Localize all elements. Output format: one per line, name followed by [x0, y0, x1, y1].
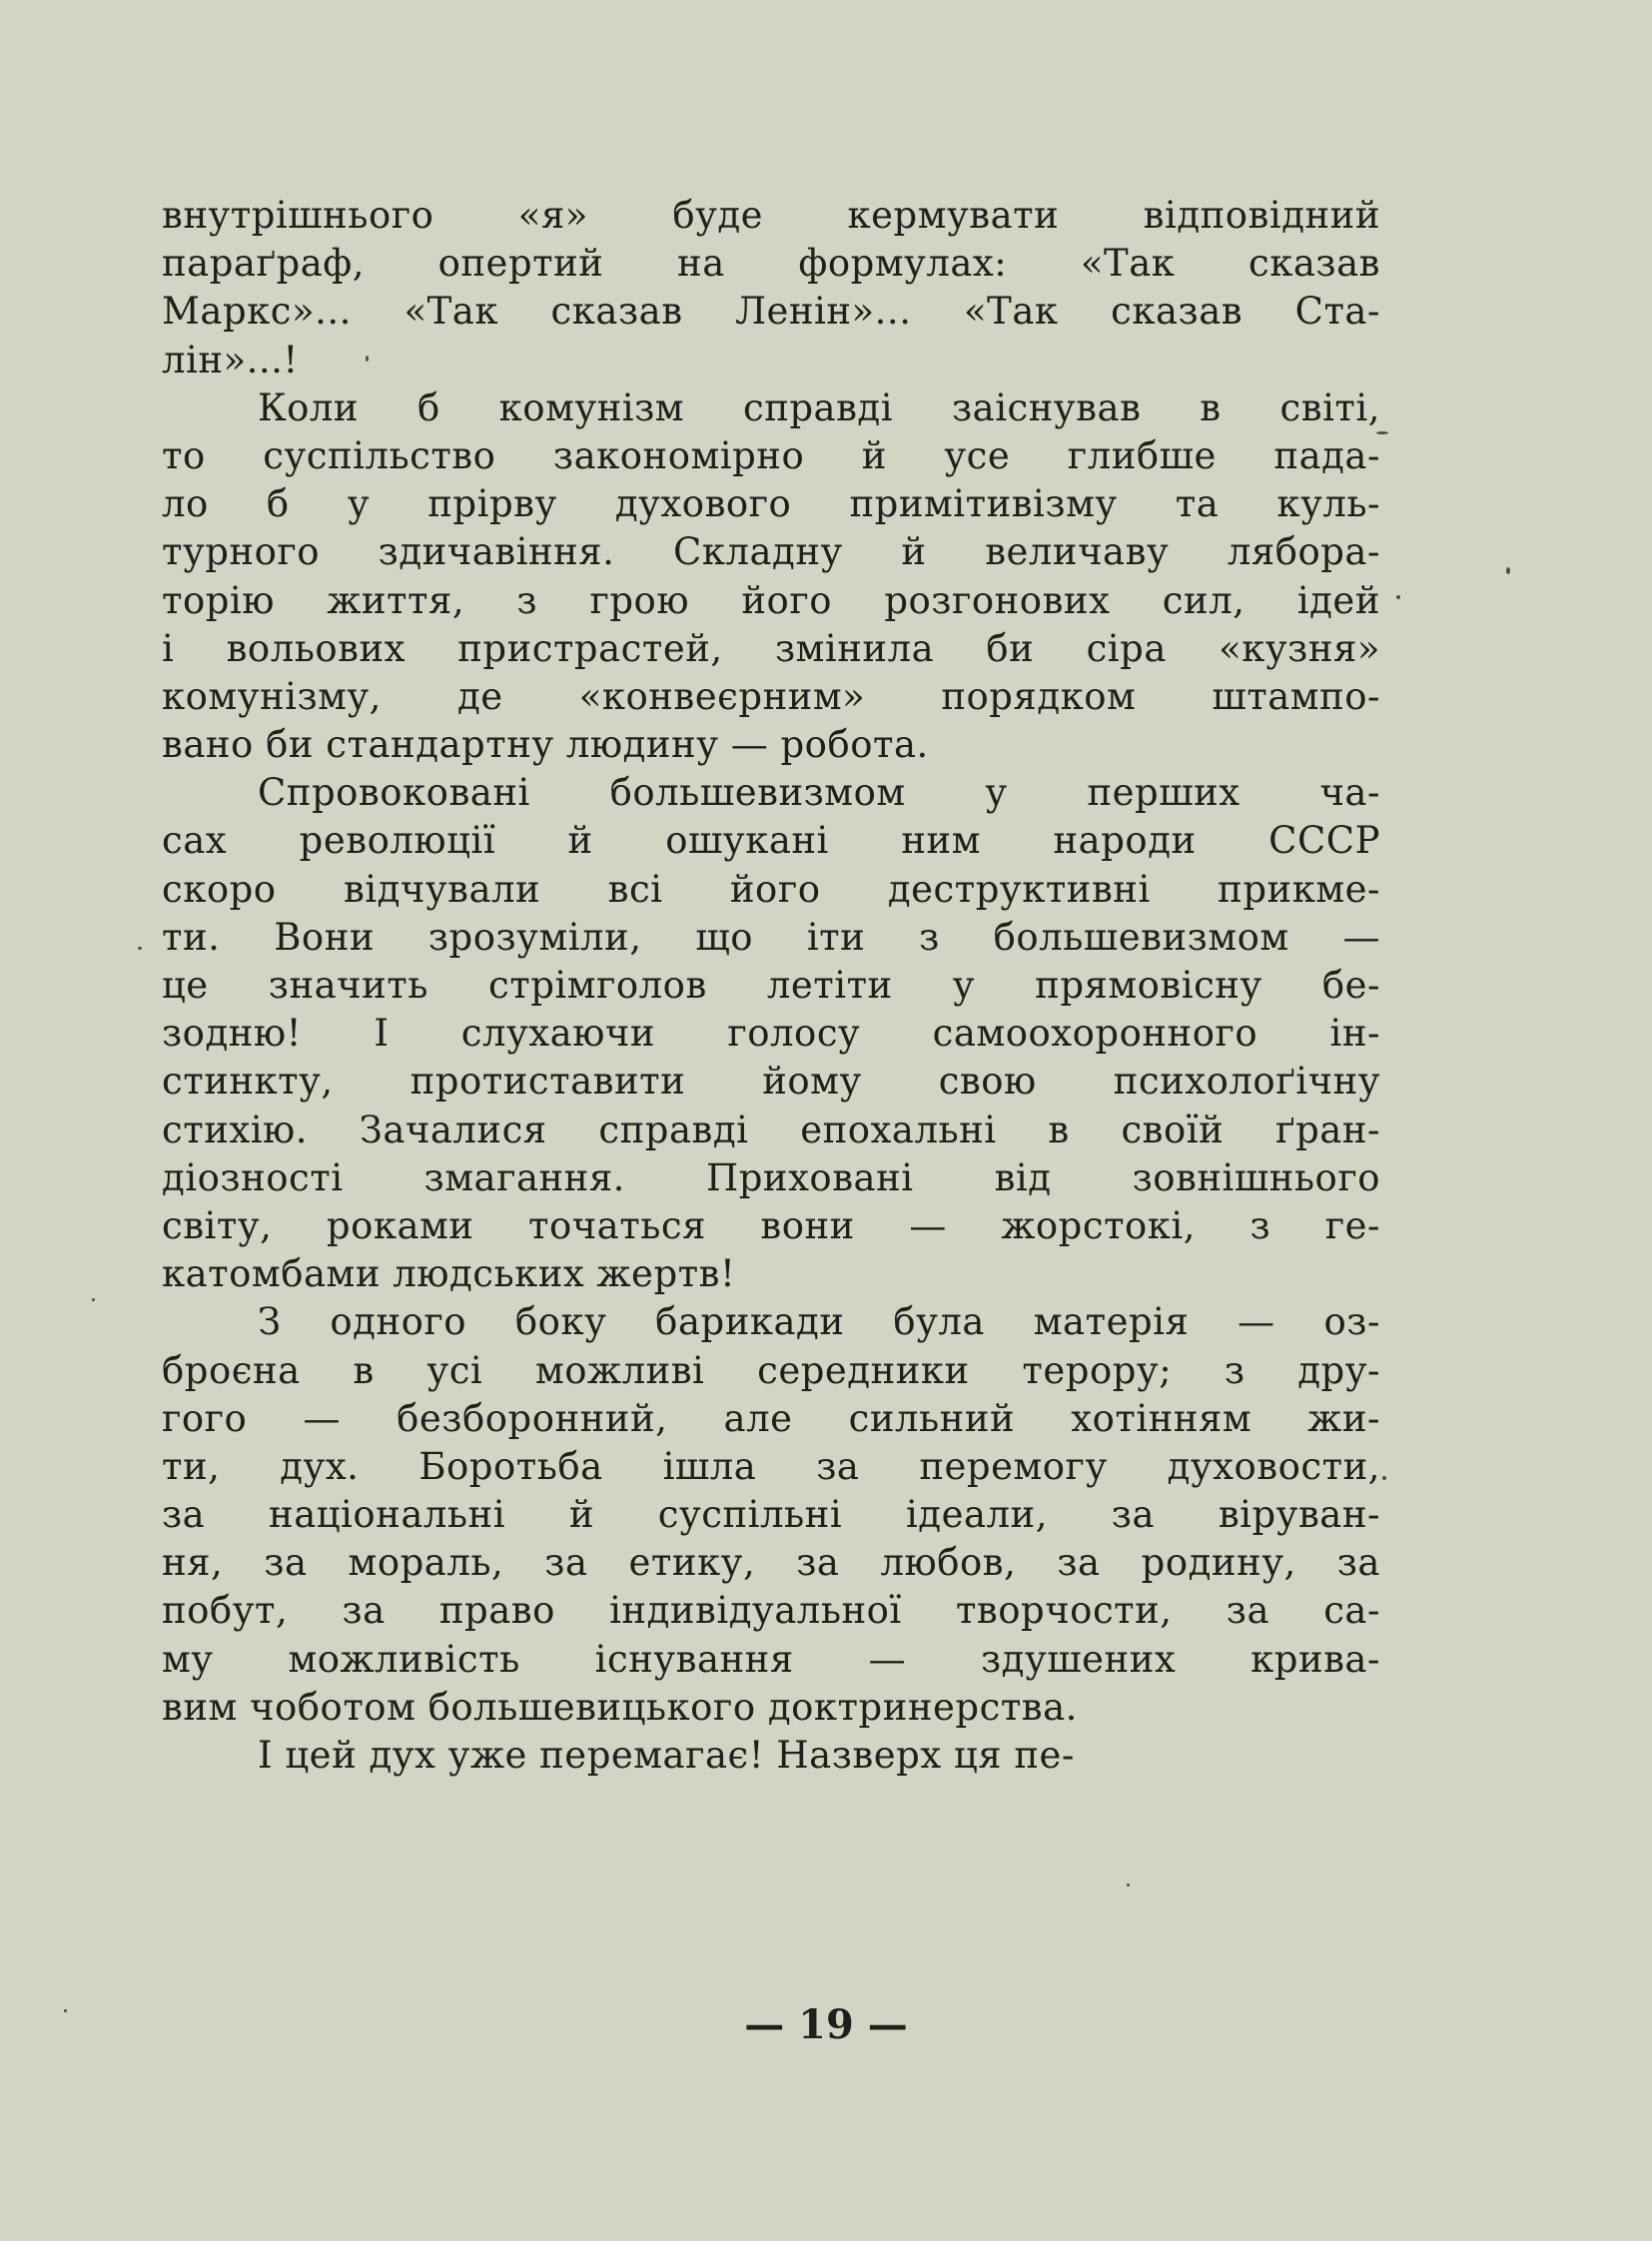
text-line: то суспільство закономірно й усе глибше пада-	[162, 433, 1380, 477]
text-line: турного здичавіння. Складну й величаву лябора-	[162, 530, 1380, 574]
text-line: ло б у прірву духового примітивізму та куль-	[162, 482, 1380, 526]
paper-speck	[1382, 1476, 1386, 1480]
text-line: за національні й суспільні ідеали, за віруван-	[162, 1493, 1380, 1537]
paper-speck	[1127, 1883, 1130, 1886]
text-line: І цей дух уже перемагає! Назверх ця пе-	[258, 1734, 1075, 1777]
text-line: діозності змагання. Приховані від зовнішнього	[162, 1155, 1380, 1199]
text-line: Коли б комунізм справді заіснував в світі,	[258, 385, 1380, 429]
text-line: сах революції й ошукані ним народи СССР	[162, 819, 1380, 863]
paper-speck	[1396, 595, 1400, 599]
text-line: вано би стандартну людину — робота.	[162, 723, 929, 767]
text-line: комунізму, де «конвеєрним» порядком штампо-	[162, 674, 1380, 718]
text-line: броєна в усі можливі середники терору; з дру-	[162, 1348, 1380, 1392]
text-line: внутрішнього «я» буде кермувати відповідний	[162, 194, 1380, 237]
text-line: му можливість існування — здушених крива-	[162, 1637, 1380, 1681]
text-line: стинкту, протиставити йому свою психолоґічну	[162, 1060, 1380, 1104]
text-line: побут, за право індивідуальної творчости, за са-	[162, 1589, 1380, 1633]
text-line: зодню! І слухаючи голосу самоохоронного ін-	[162, 1012, 1380, 1056]
text-line: скоро відчували всі його деструктивні прикме-	[162, 867, 1380, 911]
text-line: ти. Вони зрозуміли, що іти з большевизмом —	[162, 915, 1380, 959]
text-line: Спровоковані большевизмом у перших ча-	[258, 771, 1380, 815]
text-line: З одного боку барикади була матерія — оз-	[258, 1300, 1380, 1344]
text-line: катомбами людських жертв!	[162, 1252, 736, 1296]
page-number: — 19 —	[744, 2001, 908, 2048]
text-line: Маркс»... «Так сказав Ленін»... «Так сказав Ста-	[162, 290, 1380, 334]
text-line: лін»...!	[162, 338, 299, 381]
text-line: стихію. Зачалися справді епохальні в своїй ґран-	[162, 1108, 1380, 1151]
text-line: гого — безборонний, але сильний хотінням жи-	[162, 1396, 1380, 1440]
text-line: вим чоботом большевицького доктринерства.	[162, 1685, 1078, 1729]
text-line: ня, за мораль, за етику, за любов, за родину, за	[162, 1541, 1380, 1585]
text-line: світу, роками точаться вони — жорстокі, з ге-	[162, 1203, 1380, 1247]
paper-speck	[64, 2009, 67, 2012]
body-text	[162, 192, 1380, 1780]
paper-speck	[1506, 567, 1510, 574]
text-line: ти, дух. Боротьба ішла за перемогу духовости,	[162, 1444, 1380, 1488]
paper-speck	[366, 356, 369, 362]
paper-speck	[1376, 431, 1388, 434]
text-line: це значить стрімголов летіти у прямовісну бе-	[162, 964, 1380, 1007]
paper-speck	[138, 947, 142, 950]
paper-speck	[92, 1298, 95, 1301]
text-line: параґраф, опертий на формулах: «Так сказав	[162, 242, 1380, 286]
text-line: торію життя, з грою його розгонових сил, ідей	[162, 578, 1380, 622]
text-line: і вольових пристрастей, змінила би сіра «кузня»	[162, 626, 1380, 670]
